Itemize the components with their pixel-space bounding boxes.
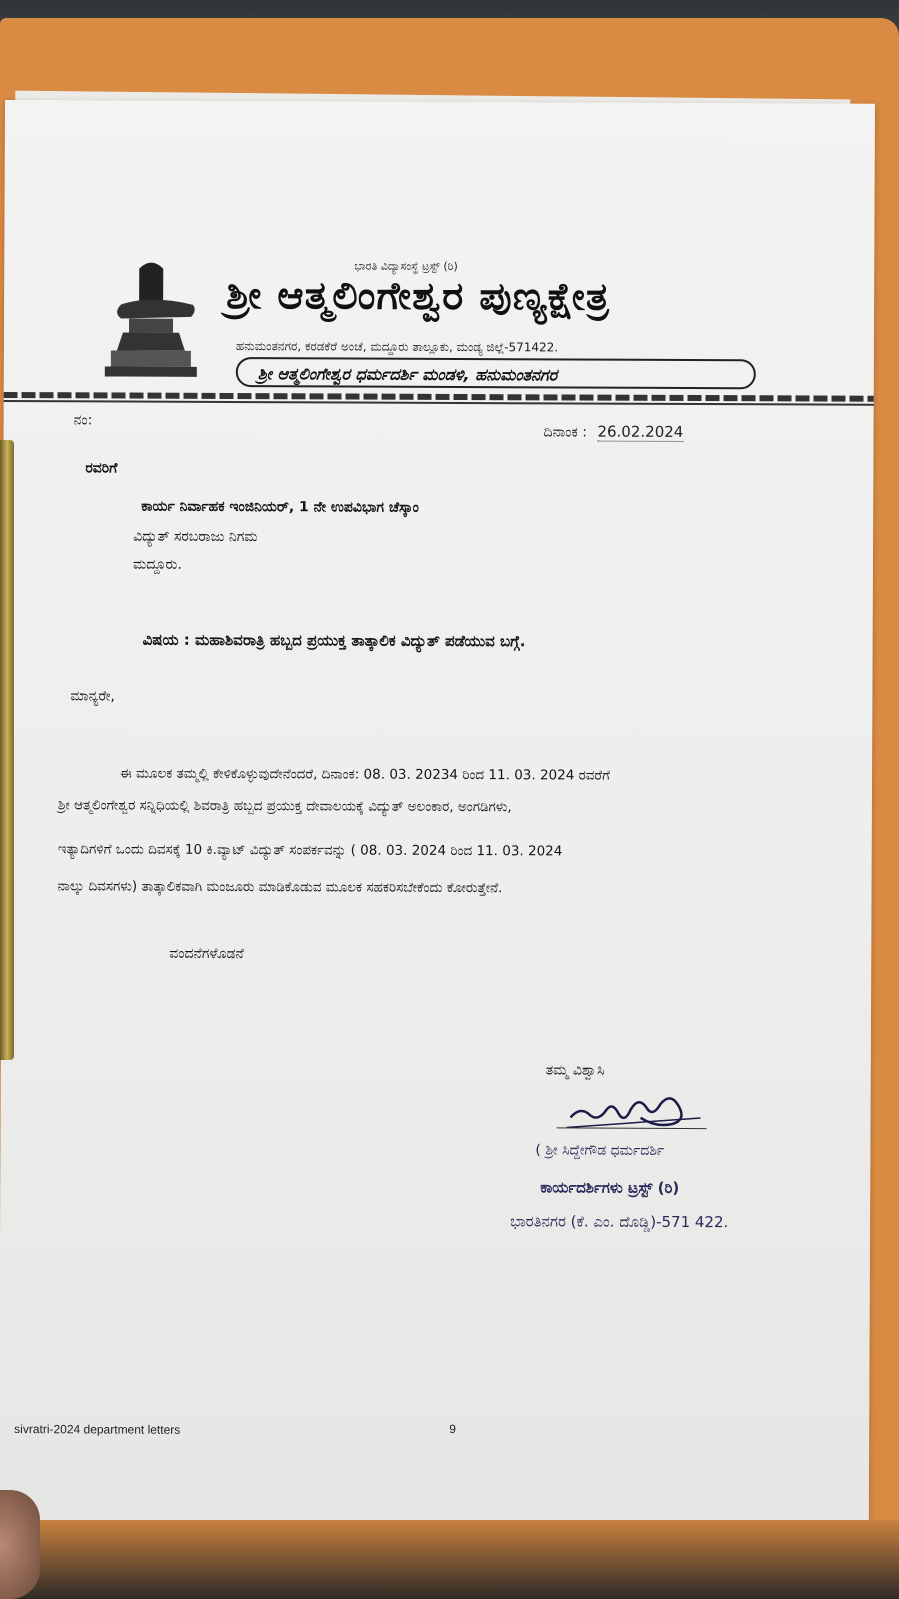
salutation: ಮಾನ್ಯರೇ,: [70, 688, 115, 705]
closing: ವಂದನೆಗಳೊಡನೆ: [169, 945, 244, 963]
recipient-line-2: ವಿದ್ಯುತ್ ಸರಬರಾಜು ನಿಗಮ: [133, 528, 258, 546]
letterhead-band: ಶ್ರೀ ಆತ್ಮಲಿಂಗೇಶ್ವರ ಧರ್ಮದರ್ಶಿ ಮಂಡಳಿ, ಹನುಮಂತನಗರ: [236, 357, 756, 389]
signatory-name: ( ಶ್ರೀ ಸಿದ್ದೇಗೌಡ ಧರ್ಮದರ್ಶಿ: [535, 1142, 665, 1159]
recipient-line-3: ಮದ್ದೂರು.: [132, 556, 182, 573]
binder-clip: [0, 440, 14, 1060]
date-value: 26.02.2024: [597, 422, 684, 441]
body-line-3: ಇತ್ಯಾದಿಗಳಿಗೆ ಒಂದು ದಿವಸಕ್ಕೆ 10 ಕಿ.ವ್ಯಾಟ್ ವಿದ್ಯುತ್ ಸಂಪರ್ಕವನ್ನು ( 08. 03. 2024 ರಿಂದ 11. 03. 2024: [57, 841, 563, 860]
footer-page-number: 9: [449, 1421, 456, 1436]
footer-document-label: sivratri-2024 department letters: [14, 1422, 181, 1437]
letterhead-title: ಶ್ರೀ ಆತ್ಮಲಿಂಗೇಶ್ವರ ಪುಣ್ಯಕ್ಷೇತ್ರ: [226, 272, 610, 319]
sign-off: ತಮ್ಮ ವಿಶ್ವಾಸಿ: [545, 1062, 605, 1079]
subject-line: ವಿಷಯ : ಮಹಾಶಿವರಾತ್ರಿ ಹಬ್ಬದ ಪ್ರಯುಕ್ತ ತಾತ್ಕಾಲಿಕ ವಿದ್ಯುತ್ ಪಡೆಯುವ ಬಗ್ಗೆ.: [142, 630, 526, 651]
body-line-1: ಈ ಮೂಲಕ ತಮ್ಮಲ್ಲಿ ಕೇಳಿಕೊಳ್ಳುವುದೇನೆಂದರೆ, ದಿನಾಂಕ: 08. 03. 20234 ರಿಂದ 11. 03. 2024 ರವರೆಗೆ: [120, 765, 610, 784]
reference-number-label: ನಂ:: [73, 412, 93, 429]
signature-icon: [560, 1087, 710, 1138]
shivalinga-logo-icon: [101, 258, 202, 378]
finger-edge: [0, 1490, 40, 1599]
trust-line: ಭಾರತಿ ವಿದ್ಯಾಸಂಸ್ಥೆ ಟ್ರಸ್ಟ್ (ರಿ): [354, 259, 458, 273]
signatory-place: ಭಾರತಿನಗರ (ಕೆ. ಎಂ. ದೊಡ್ಡಿ)-571 422.: [510, 1212, 729, 1232]
signatory-designation: ಕಾರ್ಯದರ್ಶಿಗಳು ಟ್ರಸ್ಟ್ (ರಿ): [540, 1178, 680, 1197]
recipient-to: ರವರಿಗೆ: [85, 460, 118, 477]
recipient-line-1: ಕಾರ್ಯ ನಿರ್ವಾಹಕ ಇಂಜಿನಿಯರ್, 1 ನೇ ಉಪವಿಭಾಗ ಚೆಸ್ಕಾಂ: [141, 498, 419, 516]
body-line-2: ಶ್ರೀ ಆತ್ಮಲಿಂಗೇಶ್ವರ ಸನ್ನಿಧಿಯಲ್ಲಿ ಶಿವರಾತ್ರಿ ಹಬ್ಬದ ಪ್ರಯುಕ್ತ ದೇವಾಲಯಕ್ಕೆ ವಿದ್ಯುತ್ ಅಲಂಕಾರ, ಅಂಗಡಿಗಳು,: [57, 797, 512, 816]
letterhead-address: ಹನುಮಂತನಗರ, ಕರಡಕೆರೆ ಅಂಚೆ, ಮದ್ದೂರು ತಾಲ್ಲೂಕು, ಮಂಡ್ಯ ಜಿಲ್ಲೆ-571422.: [235, 339, 559, 355]
letter-page: [0, 100, 875, 1524]
folder-bottom: [0, 1520, 899, 1599]
date-line: [544, 422, 684, 442]
date-label: ದಿನಾಂಕ :: [543, 424, 588, 441]
body-line-4: ನಾಲ್ಕು ದಿವಸಗಳು) ತಾತ್ಕಾಲಿಕವಾಗಿ ಮಂಜೂರು ಮಾಡಿಕೊಡುವ ಮೂಲಕ ಸಹಕರಿಸಬೇಕೆಂದು ಕೋರುತ್ತೇನೆ.: [57, 878, 503, 897]
